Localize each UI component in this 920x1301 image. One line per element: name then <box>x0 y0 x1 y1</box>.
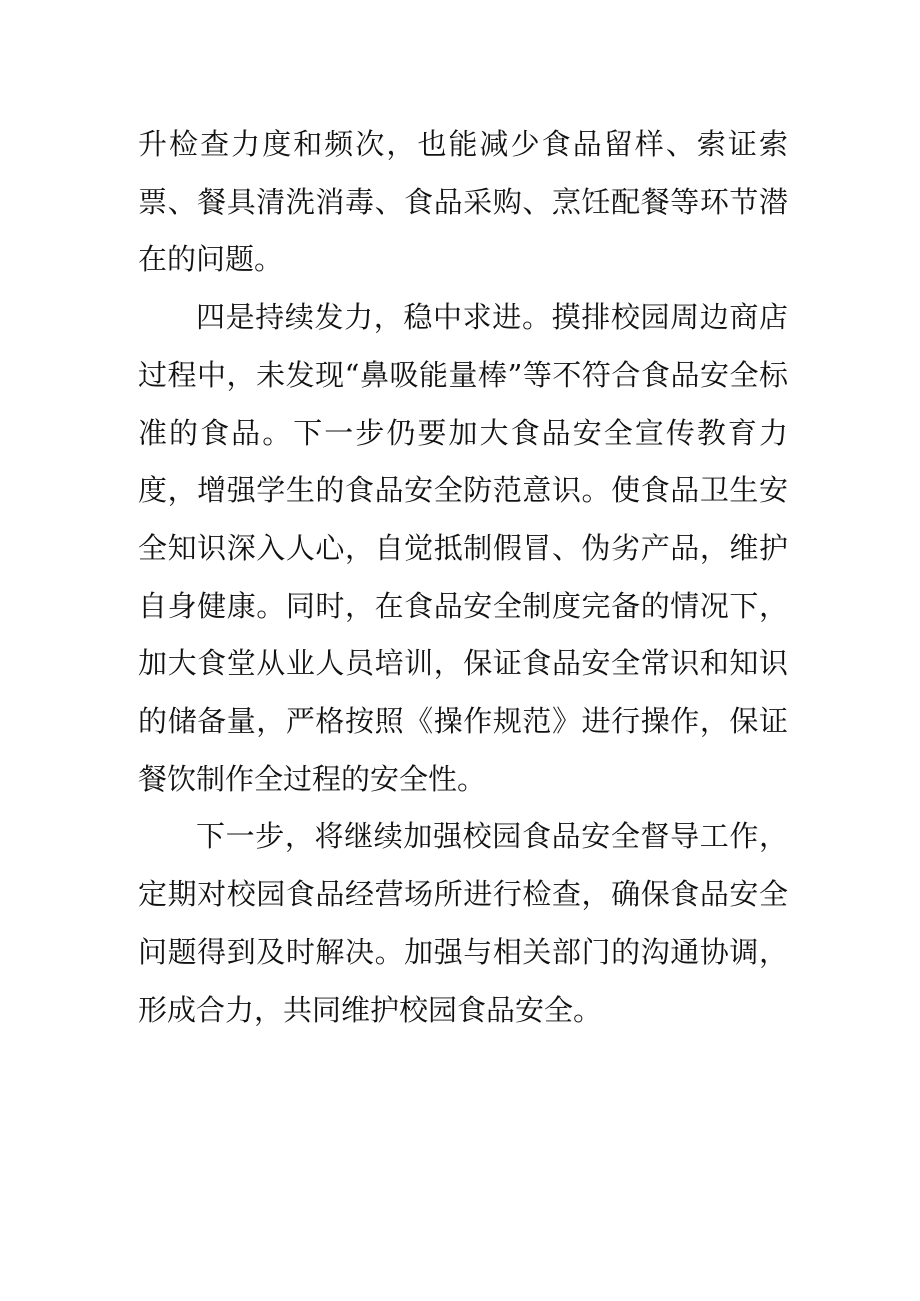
paragraph-point-four: 四是持续发力，稳中求进。摸排校园周边商店过程中，未发现“鼻吸能量棒”等不符合食品安全标准的食品。下一步仍要加大食品安全宣传教育力度，增强学生的食品安全防范意识。使食品卫生安全知识深入人心，自觉抵制假冒、伪劣产品，维护自身健康。同时，在食品安全制度完备的情况下，加大食堂从业人员培训，保证食品安全常识和知识的储备量，严格按照《操作规范》进行操作，保证餐饮制作全过程的安全性。 <box>138 300 788 796</box>
paragraph-continuation: 升检查力度和频次，也能减少食品留样、索证索票、餐具清洗消毒、食品采购、烹饪配餐等环节潜在的问题。 <box>138 127 788 277</box>
document-body <box>138 116 788 1039</box>
paragraph-next-steps: 下一步，将继续加强校园食品安全督导工作，定期对校园食品经营场所进行检查，确保食品安全问题得到及时解决。加强与相关部门的沟通协调，形成合力，共同维护校园食品安全。 <box>138 819 788 1027</box>
